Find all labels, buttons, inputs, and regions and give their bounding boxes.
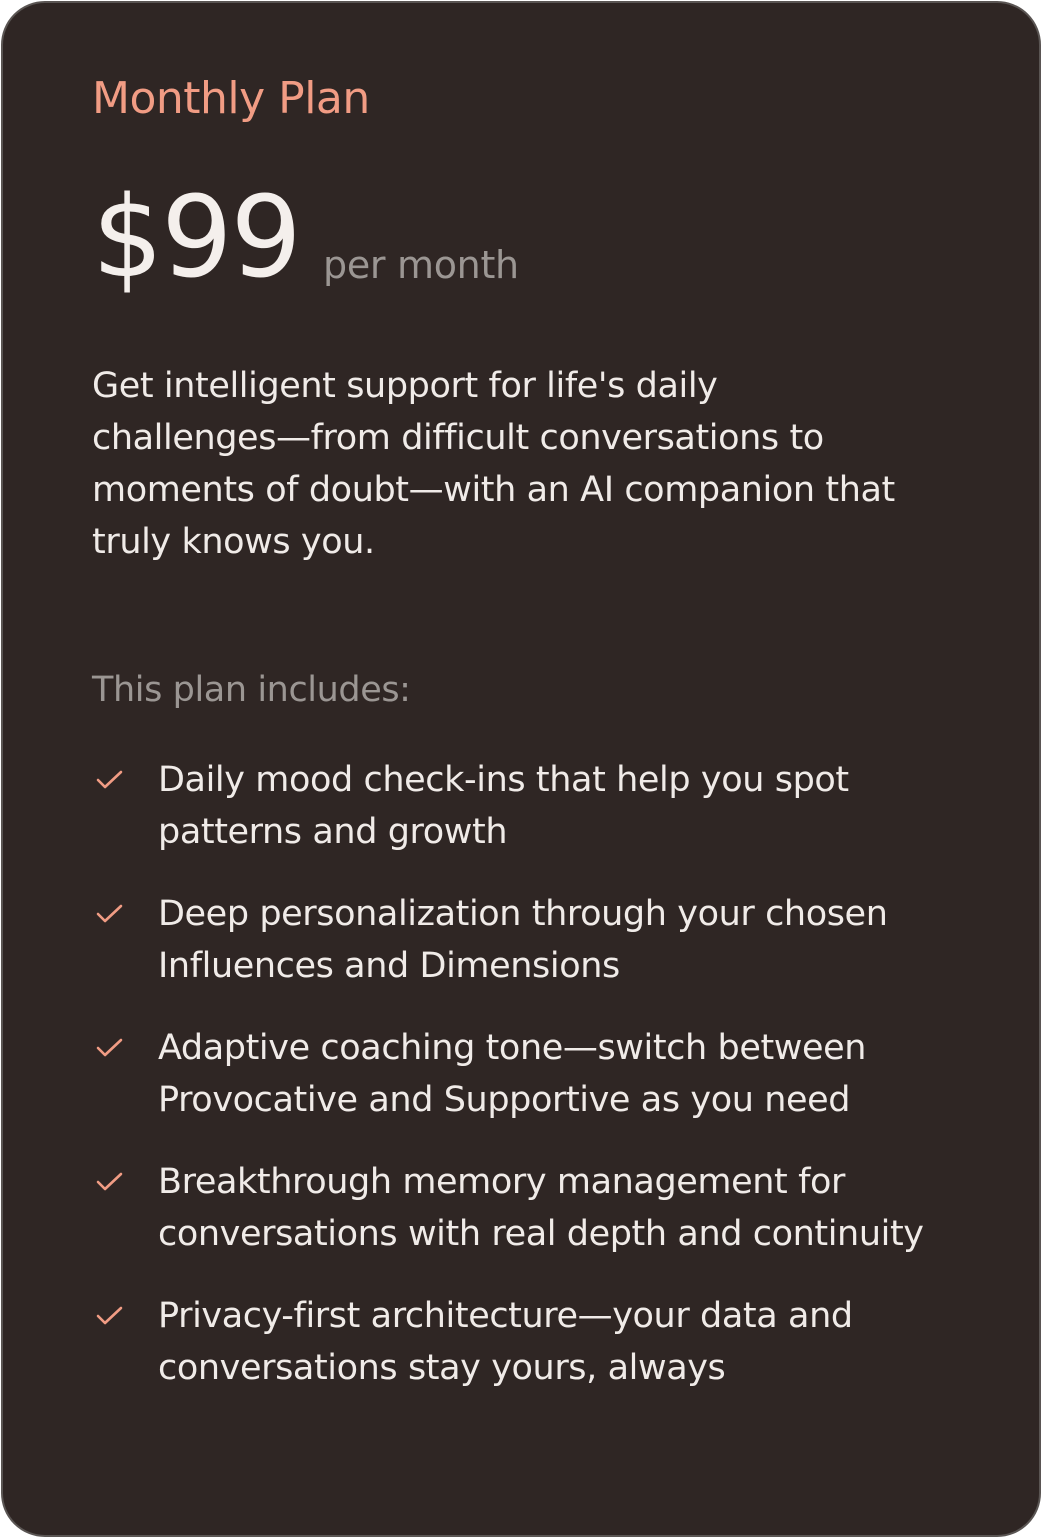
feature-item [92,1156,962,1260]
feature-text: Breakthrough memory management for conversations with real depth and continuity [158,1162,924,1254]
pricing-card [1,1,1041,1537]
feature-text: Adaptive coaching tone—switch between Provocative and Supportive as you need [158,1028,867,1120]
feature-list [92,754,962,1424]
plan-price: $99 [92,173,300,303]
feature-item [92,1022,962,1126]
check-icon [94,1036,126,1060]
feature-item [92,888,962,992]
feature-text: Daily mood check-ins that help you spot patterns and growth [158,760,849,852]
plan-name: Monthly Plan [92,73,370,124]
check-icon [94,1170,126,1194]
check-icon [94,1304,126,1328]
feature-text: Deep personalization through your chosen Influences and Dimensions [158,894,888,986]
feature-item [92,1290,962,1394]
feature-text: Privacy-first architecture—your data and conversations stay yours, always [158,1296,853,1388]
check-icon [94,768,126,792]
plan-description: Get intelligent support for life's daily challenges—from difficult conversations to moments of doubt—with an AI companion that truly knows you. [92,366,895,562]
includes-label: This plan includes: [92,670,411,710]
billing-period: per month [323,243,519,287]
check-icon [94,902,126,926]
feature-item [92,754,962,858]
